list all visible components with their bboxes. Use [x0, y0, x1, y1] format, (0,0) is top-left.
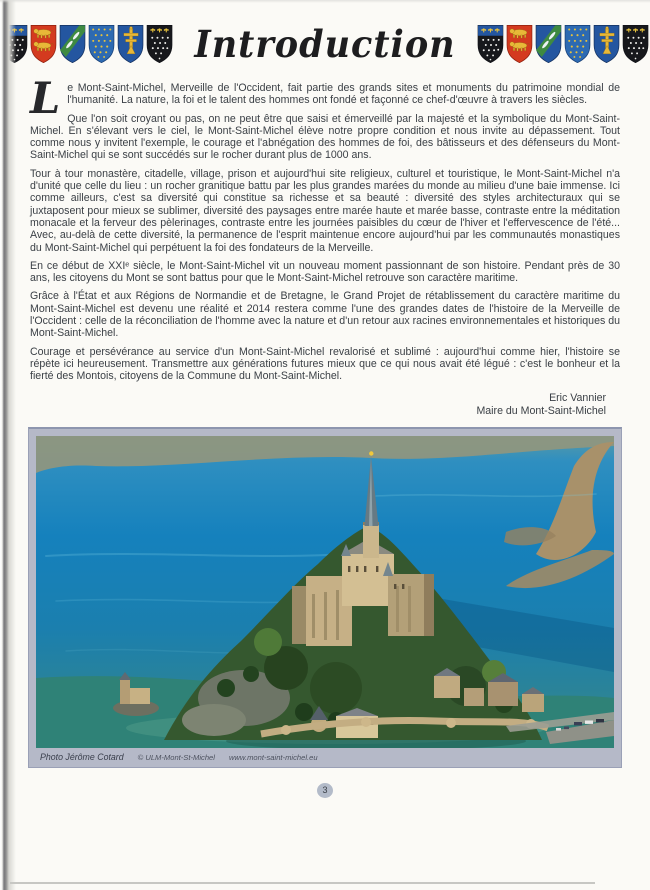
- page-title: Introduction: [194, 21, 456, 67]
- photo-frame: [28, 427, 622, 768]
- chapter-header: [0, 0, 650, 67]
- drop-cap: L: [30, 74, 61, 124]
- photo-website: www.mont-saint-michel.eu: [228, 752, 318, 762]
- signature-name: Eric Vannier: [549, 391, 606, 404]
- page-edge-left: [0, 0, 16, 890]
- page-number-badge: 3: [317, 783, 333, 798]
- signature-title: Maire du Mont-Saint-Michel: [476, 404, 606, 417]
- saint-michel-statue: [369, 451, 373, 455]
- photo-copyright: © ULM-Mont-St-Michel: [137, 752, 215, 762]
- paragraph-1: Le Mont-Saint-Michel, Merveille de l'Occident, fait partie des grands sites et monuments du patrimoine mondial de l'humanité. La nature, la foi et le talent des hommes ont fondé et façonné ce chef-d'œuvre à travers les siècles.: [30, 74, 620, 124]
- page-footer: [0, 783, 650, 798]
- paragraph-3: Tour à tour monastère, citadelle, village, prison et aujourd'hui site religieux, culturel et touristique, le Mont-Saint-Michel n'a d'unité que celle du lieu : un rocher granitique battu par les plus grandes marées du monde au milieu d'une baie immense. Ici comme ailleurs, c'est sa diversité qui constitue sa richesse et sa beauté : diversité des styles architecturaux qui se juxtaposent pour mieux se sublimer, diversité des paysages entre marée haute et marée basse, contraste entre la méditation monacale et la ferveur des pèlerinages, contraste entre les journées paisibles du cœur de l'hiver et l'effervescence de l'été... Avec, au-delà de cette diversité, la permanence de l'esprit maintenue encore aujourd'hui par les communautés monastiques du Mont-Saint-Michel qui perpétuent la foi des fondateurs de la Merveille.: [30, 167, 620, 254]
- paragraph-4: En ce début de XXIᵉ siècle, le Mont-Saint-Michel vit un nouveau moment passionnant de son histoire. Pendant près de 30 ans, les citoyens du Mont se sont battus pour que le Mont-Saint-Michel retrouve son caractère maritime.: [30, 259, 620, 285]
- paragraph-5: Grâce à l'État et aux Régions de Normandie et de Bretagne, le Grand Projet de rétablissement du caractère maritime du Mont-Saint-Michel est devenu une réalité et 2014 restera comme l'une des grandes dates de l'histoire de la Merveille de l'Occident : celle de la réconciliation de l'homme avec la nature et d'un retour aux racines environnementales et historiques du Mont-Saint-Michel.: [30, 290, 620, 340]
- paragraph-6: Courage et persévérance au service d'un Mont-Saint-Michel revalorisé et sublimé : aujourd'hui comme hier, l'histoire se répète ici heureusement. Transmettre aux générations futures mieux que ce qui nous avait été légué : c'est le bonheur et la fierté des Montois, citoyens de la Commune du Mont-Saint-Michel.: [30, 345, 620, 383]
- photo-credit: Photo Jérôme Cotard: [40, 752, 124, 763]
- paragraph-2: Que l'on soit croyant ou pas, on ne peut être que saisi et émerveillé par la majesté et la symbolique du Mont-Saint-Michel. En s'élevant vers le ciel, le Mont-Saint-Michel élève notre propre condition et nous invite au dépassement. Tout comme nous y invitent l'exemple, le courage et l'abnégation des hommes de foi, des bâtisseurs et des défenseurs du Mont-Saint-Michel qui se sont succédés sur le rocher durant plus de 1000 ans.: [30, 112, 620, 162]
- page-edge-bottom: [10, 882, 595, 884]
- signature-block: [30, 392, 606, 418]
- photo-credit-strip: [36, 748, 614, 767]
- mont-saint-michel-aerial-photo: [36, 436, 614, 748]
- heraldic-shields-right: [477, 24, 649, 64]
- heraldic-shields-left: [1, 24, 173, 64]
- introduction-text: [30, 74, 620, 418]
